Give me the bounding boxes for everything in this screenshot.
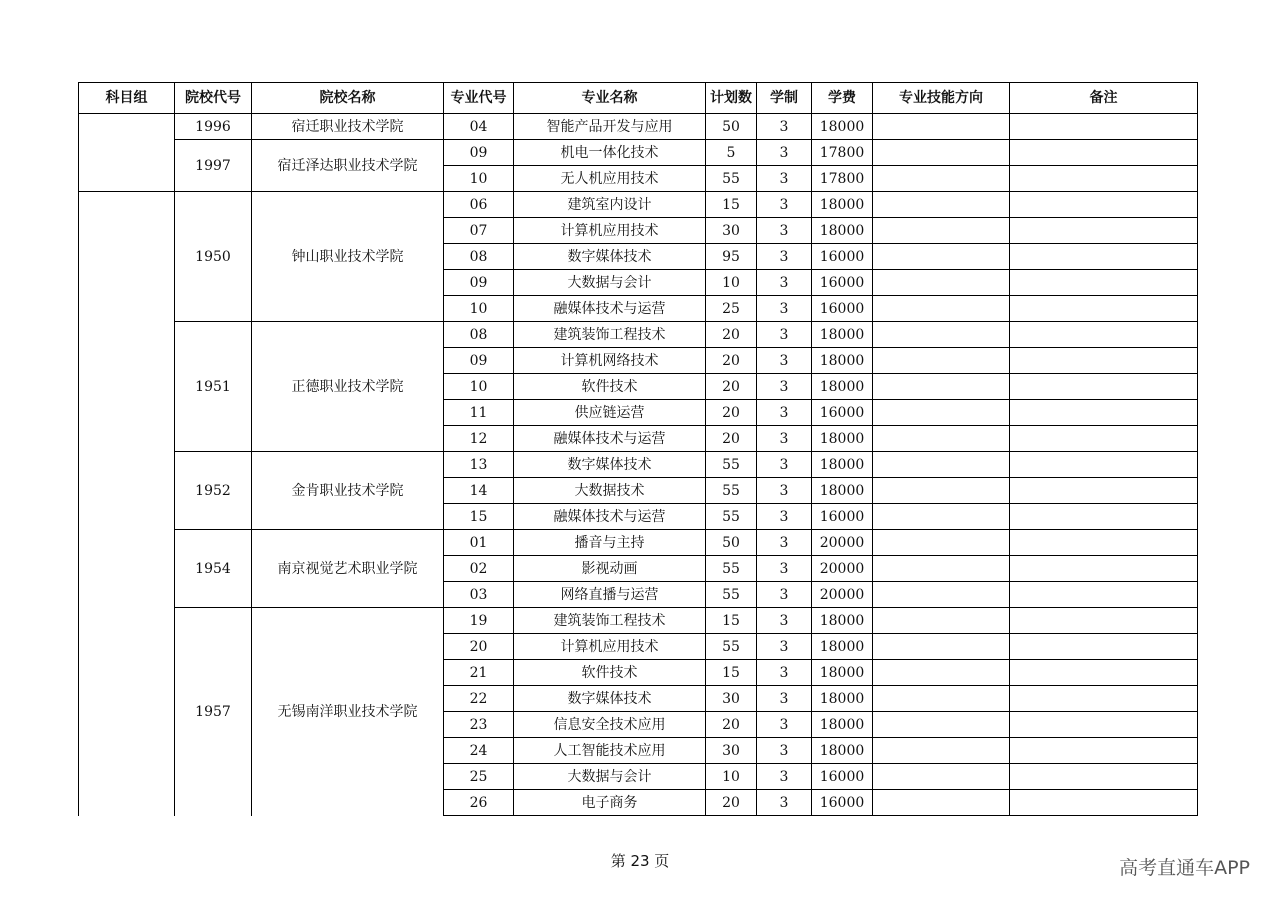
skill-direction-cell xyxy=(873,166,1010,192)
major-code-cell: 10 xyxy=(444,374,514,400)
major-name-cell: 计算机网络技术 xyxy=(514,348,706,374)
major-code-cell: 09 xyxy=(444,270,514,296)
header-duration: 学制 xyxy=(757,83,812,114)
skill-direction-cell xyxy=(873,114,1010,140)
major-code-cell: 12 xyxy=(444,426,514,452)
remarks-cell xyxy=(1010,660,1198,686)
table-row xyxy=(79,452,1198,478)
major-code-cell: 09 xyxy=(444,348,514,374)
major-name-cell: 建筑装饰工程技术 xyxy=(514,322,706,348)
duration-cell: 3 xyxy=(757,530,812,556)
plan-count-cell: 25 xyxy=(706,296,757,322)
plan-count-cell: 55 xyxy=(706,582,757,608)
remarks-cell xyxy=(1010,218,1198,244)
tuition-cell: 18000 xyxy=(812,218,873,244)
plan-count-cell: 20 xyxy=(706,790,757,816)
major-code-cell: 03 xyxy=(444,582,514,608)
table-row xyxy=(79,140,1198,166)
plan-count-cell: 15 xyxy=(706,192,757,218)
remarks-cell xyxy=(1010,348,1198,374)
remarks-cell xyxy=(1010,426,1198,452)
remarks-cell xyxy=(1010,244,1198,270)
school-code-cell: 1952 xyxy=(175,452,252,530)
duration-cell: 3 xyxy=(757,374,812,400)
major-code-cell: 25 xyxy=(444,764,514,790)
major-code-cell: 10 xyxy=(444,166,514,192)
plan-count-cell: 15 xyxy=(706,660,757,686)
tuition-cell: 16000 xyxy=(812,270,873,296)
skill-direction-cell xyxy=(873,452,1010,478)
tuition-cell: 16000 xyxy=(812,400,873,426)
major-name-cell: 建筑室内设计 xyxy=(514,192,706,218)
duration-cell: 3 xyxy=(757,192,812,218)
major-name-cell: 大数据与会计 xyxy=(514,764,706,790)
plan-count-cell: 55 xyxy=(706,504,757,530)
remarks-cell xyxy=(1010,764,1198,790)
school-name-cell: 宿迁职业技术学院 xyxy=(252,114,444,140)
school-name-cell: 正德职业技术学院 xyxy=(252,322,444,452)
skill-direction-cell xyxy=(873,660,1010,686)
tuition-cell: 20000 xyxy=(812,582,873,608)
plan-count-cell: 55 xyxy=(706,634,757,660)
skill-direction-cell xyxy=(873,686,1010,712)
remarks-cell xyxy=(1010,556,1198,582)
header-skill-direction: 专业技能方向 xyxy=(873,83,1010,114)
skill-direction-cell xyxy=(873,400,1010,426)
school-code-cell: 1951 xyxy=(175,322,252,452)
page-number: 第 23 页 xyxy=(610,852,670,870)
duration-cell: 3 xyxy=(757,634,812,660)
skill-direction-cell xyxy=(873,478,1010,504)
major-code-cell: 13 xyxy=(444,452,514,478)
school-name-cell: 南京视觉艺术职业学院 xyxy=(252,530,444,608)
header-remarks: 备注 xyxy=(1010,83,1198,114)
major-code-cell: 20 xyxy=(444,634,514,660)
remarks-cell xyxy=(1010,374,1198,400)
tuition-cell: 18000 xyxy=(812,738,873,764)
major-code-cell: 09 xyxy=(444,140,514,166)
plan-count-cell: 55 xyxy=(706,166,757,192)
major-name-cell: 大数据与会计 xyxy=(514,270,706,296)
major-name-cell: 计算机应用技术 xyxy=(514,218,706,244)
duration-cell: 3 xyxy=(757,166,812,192)
header-major-name: 专业名称 xyxy=(514,83,706,114)
major-name-cell: 大数据技术 xyxy=(514,478,706,504)
tuition-cell: 17800 xyxy=(812,140,873,166)
plan-count-cell: 20 xyxy=(706,348,757,374)
major-code-cell: 24 xyxy=(444,738,514,764)
major-name-cell: 数字媒体技术 xyxy=(514,686,706,712)
duration-cell: 3 xyxy=(757,452,812,478)
major-code-cell: 11 xyxy=(444,400,514,426)
duration-cell: 3 xyxy=(757,660,812,686)
table-row xyxy=(79,530,1198,556)
school-code-cell: 1957 xyxy=(175,608,252,816)
tuition-cell: 20000 xyxy=(812,530,873,556)
major-name-cell: 软件技术 xyxy=(514,660,706,686)
remarks-cell xyxy=(1010,738,1198,764)
duration-cell: 3 xyxy=(757,712,812,738)
tuition-cell: 18000 xyxy=(812,686,873,712)
tuition-cell: 18000 xyxy=(812,608,873,634)
skill-direction-cell xyxy=(873,712,1010,738)
tuition-cell: 18000 xyxy=(812,374,873,400)
table-row xyxy=(79,114,1198,140)
remarks-cell xyxy=(1010,322,1198,348)
remarks-cell xyxy=(1010,452,1198,478)
remarks-cell xyxy=(1010,140,1198,166)
major-code-cell: 08 xyxy=(444,244,514,270)
table-row xyxy=(79,608,1198,634)
major-code-cell: 15 xyxy=(444,504,514,530)
duration-cell: 3 xyxy=(757,348,812,374)
major-name-cell: 无人机应用技术 xyxy=(514,166,706,192)
tuition-cell: 16000 xyxy=(812,296,873,322)
major-code-cell: 21 xyxy=(444,660,514,686)
skill-direction-cell xyxy=(873,192,1010,218)
duration-cell: 3 xyxy=(757,140,812,166)
skill-direction-cell xyxy=(873,296,1010,322)
duration-cell: 3 xyxy=(757,608,812,634)
skill-direction-cell xyxy=(873,738,1010,764)
major-code-cell: 14 xyxy=(444,478,514,504)
tuition-cell: 16000 xyxy=(812,504,873,530)
plan-count-cell: 30 xyxy=(706,686,757,712)
tuition-cell: 18000 xyxy=(812,634,873,660)
header-school-code: 院校代号 xyxy=(175,83,252,114)
duration-cell: 3 xyxy=(757,478,812,504)
major-code-cell: 19 xyxy=(444,608,514,634)
plan-count-cell: 20 xyxy=(706,322,757,348)
major-name-cell: 软件技术 xyxy=(514,374,706,400)
remarks-cell xyxy=(1010,608,1198,634)
tuition-cell: 18000 xyxy=(812,478,873,504)
duration-cell: 3 xyxy=(757,270,812,296)
school-code-cell: 1996 xyxy=(175,114,252,140)
major-name-cell: 融媒体技术与运营 xyxy=(514,504,706,530)
plan-count-cell: 95 xyxy=(706,244,757,270)
table-body xyxy=(79,114,1198,816)
plan-count-cell: 55 xyxy=(706,478,757,504)
major-code-cell: 07 xyxy=(444,218,514,244)
admission-plan-table xyxy=(78,82,1198,816)
skill-direction-cell xyxy=(873,556,1010,582)
major-code-cell: 01 xyxy=(444,530,514,556)
tuition-cell: 16000 xyxy=(812,244,873,270)
major-name-cell: 网络直播与运营 xyxy=(514,582,706,608)
major-code-cell: 04 xyxy=(444,114,514,140)
remarks-cell xyxy=(1010,686,1198,712)
tuition-cell: 18000 xyxy=(812,426,873,452)
plan-count-cell: 20 xyxy=(706,712,757,738)
major-name-cell: 人工智能技术应用 xyxy=(514,738,706,764)
major-name-cell: 数字媒体技术 xyxy=(514,452,706,478)
school-name-cell: 宿迁泽达职业技术学院 xyxy=(252,140,444,192)
remarks-cell xyxy=(1010,634,1198,660)
duration-cell: 3 xyxy=(757,244,812,270)
duration-cell: 3 xyxy=(757,686,812,712)
tuition-cell: 16000 xyxy=(812,790,873,816)
skill-direction-cell xyxy=(873,374,1010,400)
duration-cell: 3 xyxy=(757,556,812,582)
duration-cell: 3 xyxy=(757,322,812,348)
school-name-cell: 钟山职业技术学院 xyxy=(252,192,444,322)
duration-cell: 3 xyxy=(757,764,812,790)
skill-direction-cell xyxy=(873,270,1010,296)
table-header-row xyxy=(79,83,1198,114)
tuition-cell: 18000 xyxy=(812,712,873,738)
major-name-cell: 智能产品开发与应用 xyxy=(514,114,706,140)
remarks-cell xyxy=(1010,478,1198,504)
major-code-cell: 10 xyxy=(444,296,514,322)
plan-count-cell: 10 xyxy=(706,270,757,296)
school-code-cell: 1997 xyxy=(175,140,252,192)
skill-direction-cell xyxy=(873,218,1010,244)
plan-count-cell: 15 xyxy=(706,608,757,634)
tuition-cell: 18000 xyxy=(812,452,873,478)
subject-group-cell xyxy=(79,192,175,816)
major-name-cell: 机电一体化技术 xyxy=(514,140,706,166)
plan-count-cell: 50 xyxy=(706,530,757,556)
duration-cell: 3 xyxy=(757,296,812,322)
skill-direction-cell xyxy=(873,634,1010,660)
plan-count-cell: 10 xyxy=(706,764,757,790)
major-name-cell: 融媒体技术与运营 xyxy=(514,426,706,452)
header-tuition: 学费 xyxy=(812,83,873,114)
major-name-cell: 播音与主持 xyxy=(514,530,706,556)
tuition-cell: 20000 xyxy=(812,556,873,582)
skill-direction-cell xyxy=(873,530,1010,556)
remarks-cell xyxy=(1010,400,1198,426)
header-plan-count: 计划数 xyxy=(706,83,757,114)
plan-count-cell: 20 xyxy=(706,426,757,452)
major-code-cell: 22 xyxy=(444,686,514,712)
plan-count-cell: 30 xyxy=(706,218,757,244)
skill-direction-cell xyxy=(873,790,1010,816)
school-name-cell: 金肯职业技术学院 xyxy=(252,452,444,530)
major-code-cell: 02 xyxy=(444,556,514,582)
duration-cell: 3 xyxy=(757,400,812,426)
tuition-cell: 18000 xyxy=(812,114,873,140)
remarks-cell xyxy=(1010,790,1198,816)
duration-cell: 3 xyxy=(757,426,812,452)
skill-direction-cell xyxy=(873,582,1010,608)
skill-direction-cell xyxy=(873,608,1010,634)
skill-direction-cell xyxy=(873,322,1010,348)
duration-cell: 3 xyxy=(757,218,812,244)
plan-count-cell: 55 xyxy=(706,452,757,478)
major-name-cell: 融媒体技术与运营 xyxy=(514,296,706,322)
skill-direction-cell xyxy=(873,348,1010,374)
major-code-cell: 23 xyxy=(444,712,514,738)
tuition-cell: 18000 xyxy=(812,660,873,686)
skill-direction-cell xyxy=(873,140,1010,166)
plan-count-cell: 30 xyxy=(706,738,757,764)
remarks-cell xyxy=(1010,296,1198,322)
plan-count-cell: 20 xyxy=(706,374,757,400)
duration-cell: 3 xyxy=(757,582,812,608)
table-row xyxy=(79,322,1198,348)
school-code-cell: 1950 xyxy=(175,192,252,322)
remarks-cell xyxy=(1010,582,1198,608)
duration-cell: 3 xyxy=(757,504,812,530)
school-name-cell: 无锡南洋职业技术学院 xyxy=(252,608,444,816)
remarks-cell xyxy=(1010,192,1198,218)
major-code-cell: 26 xyxy=(444,790,514,816)
table-row xyxy=(79,192,1198,218)
plan-count-cell: 55 xyxy=(706,556,757,582)
remarks-cell xyxy=(1010,166,1198,192)
tuition-cell: 18000 xyxy=(812,322,873,348)
skill-direction-cell xyxy=(873,244,1010,270)
skill-direction-cell xyxy=(873,504,1010,530)
major-name-cell: 计算机应用技术 xyxy=(514,634,706,660)
major-name-cell: 供应链运营 xyxy=(514,400,706,426)
header-subject-group: 科目组 xyxy=(79,83,175,114)
remarks-cell xyxy=(1010,530,1198,556)
tuition-cell: 18000 xyxy=(812,348,873,374)
skill-direction-cell xyxy=(873,764,1010,790)
header-major-code: 专业代号 xyxy=(444,83,514,114)
major-name-cell: 影视动画 xyxy=(514,556,706,582)
duration-cell: 3 xyxy=(757,790,812,816)
skill-direction-cell xyxy=(873,426,1010,452)
watermark-logo-text: 高考直通车APP xyxy=(1119,857,1250,879)
plan-count-cell: 50 xyxy=(706,114,757,140)
subject-group-cell xyxy=(79,114,175,192)
major-code-cell: 08 xyxy=(444,322,514,348)
school-code-cell: 1954 xyxy=(175,530,252,608)
remarks-cell xyxy=(1010,712,1198,738)
duration-cell: 3 xyxy=(757,738,812,764)
remarks-cell xyxy=(1010,114,1198,140)
plan-count-cell: 20 xyxy=(706,400,757,426)
duration-cell: 3 xyxy=(757,114,812,140)
plan-count-cell: 5 xyxy=(706,140,757,166)
major-name-cell: 数字媒体技术 xyxy=(514,244,706,270)
tuition-cell: 16000 xyxy=(812,764,873,790)
tuition-cell: 17800 xyxy=(812,166,873,192)
major-name-cell: 建筑装饰工程技术 xyxy=(514,608,706,634)
major-name-cell: 信息安全技术应用 xyxy=(514,712,706,738)
remarks-cell xyxy=(1010,270,1198,296)
major-code-cell: 06 xyxy=(444,192,514,218)
remarks-cell xyxy=(1010,504,1198,530)
major-name-cell: 电子商务 xyxy=(514,790,706,816)
tuition-cell: 18000 xyxy=(812,192,873,218)
header-school-name: 院校名称 xyxy=(252,83,444,114)
